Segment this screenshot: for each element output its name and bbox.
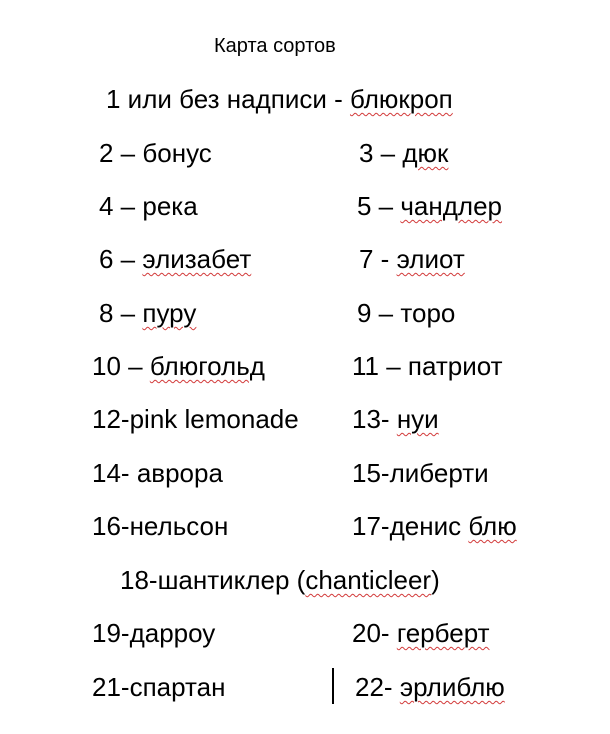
list-item (92, 404, 299, 434)
item-name: денис (389, 511, 469, 541)
item-name: чандлер (400, 191, 503, 221)
list-item (352, 404, 439, 434)
list-item (92, 672, 225, 702)
item-name: спартан (129, 672, 226, 702)
item-number: 14- (92, 458, 137, 488)
item-name-part: блю (468, 511, 517, 541)
list-item (359, 244, 465, 274)
list-item (352, 618, 490, 648)
item-name: элизабет (142, 244, 252, 274)
item-name-part: chanticleer (305, 565, 432, 595)
item-number: 8 – (99, 298, 143, 328)
item-number: 22- (355, 672, 400, 702)
list-item (92, 458, 223, 488)
list-item (359, 138, 448, 168)
list-item (99, 191, 198, 221)
item-number: 10 – (92, 351, 150, 381)
item-name: торо (400, 298, 456, 328)
item-number: 2 – (99, 138, 143, 168)
item-number: 5 – (357, 191, 401, 221)
list-item (357, 298, 455, 328)
item-name: блюкроп (349, 84, 453, 114)
item-number: 18- (120, 565, 158, 595)
item-name: герберт (396, 618, 490, 648)
list-item (92, 511, 228, 541)
item-name: дарроу (129, 618, 216, 648)
item-number: 15- (352, 458, 390, 488)
item-name: нельсон (129, 511, 229, 541)
item-number: 7 - (359, 244, 397, 274)
item-number: 16- (92, 511, 130, 541)
item-number: 3 – (359, 138, 403, 168)
list-item (352, 351, 503, 381)
list-item (92, 618, 215, 648)
item-name: элиот (396, 244, 465, 274)
list-item (99, 298, 196, 328)
item-name: аврора (136, 458, 223, 488)
item-name: патриот (407, 351, 503, 381)
list-item (355, 672, 505, 702)
item-number: 20- (352, 618, 397, 648)
item-number: 12- (92, 404, 130, 434)
item-name: шантиклер ( (157, 565, 306, 595)
list-item (352, 458, 489, 488)
item-name: дюк (402, 138, 449, 168)
list-item (120, 565, 440, 595)
item-number: 11 – (352, 351, 408, 381)
item-number: 21- (92, 672, 130, 702)
page-title: Карта сортов (214, 35, 336, 57)
item-name: пуру (142, 298, 197, 328)
item-name: эрлиблю (399, 672, 505, 702)
item-name: бонус (142, 138, 212, 168)
list-item (352, 511, 517, 541)
item-number: 9 – (357, 298, 401, 328)
list-item (357, 191, 502, 221)
list-item (106, 84, 453, 114)
list-item (92, 351, 265, 381)
text-cursor (332, 668, 334, 704)
item-name: pink lemonade (129, 404, 299, 434)
item-name: река (142, 191, 198, 221)
item-number: 19- (92, 618, 130, 648)
item-name: блюгольд (149, 351, 265, 381)
list-item (99, 244, 251, 274)
item-number: 13- (352, 404, 397, 434)
item-number: 6 – (99, 244, 143, 274)
item-name-tail: ) (431, 565, 440, 595)
item-name: нуи (396, 404, 439, 434)
item-number: 4 – (99, 191, 143, 221)
item-number: 1 или без надписи - (106, 84, 350, 114)
item-name: либерти (389, 458, 489, 488)
item-number: 17- (352, 511, 390, 541)
list-item (99, 138, 212, 168)
